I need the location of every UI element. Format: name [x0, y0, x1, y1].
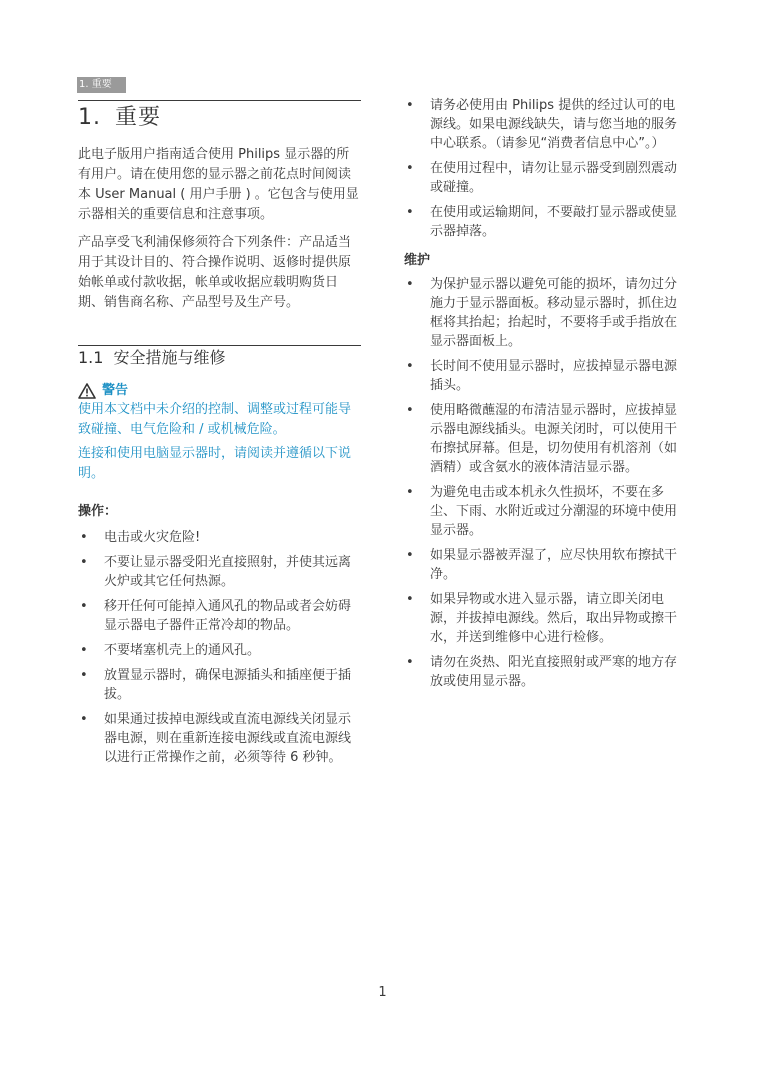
list-item: • 为保护显示器以避免可能的损坏，请勿过分施力于显示器面板。移动显示器时，抓住边框将其抬起；抬起时，不要将手或手指放在显示器面板上。: [406, 277, 678, 349]
list-item: • 请务必使用由 Philips 提供的经过认可的电源线。如果电源线缺失，请与您当地的服务中心联系。（请参见“消费者信息中心”。）: [406, 98, 678, 151]
bullet: •: [406, 592, 414, 607]
list-item: • 如果显示器被弄湿了，应尽快用软布擦拭干净。: [406, 548, 678, 582]
list-item: • 移开任何可能掉入通风孔的物品或者会妨碍显示器电子器件正常冷却的物品。: [80, 599, 352, 633]
operation-heading: 操作：: [78, 504, 118, 519]
list-item: • 如果异物或水进入显示器，请立即关闭电源，并拔掉电源线。然后，取出异物或擦干水，并送到维修中心进行检修。: [406, 592, 678, 645]
list-item: • 如果通过拔掉电源线或直流电源线关闭显示器电源，则在重新连接电源线或直流电源线以进行正常操作之前，必须等待 6 秒钟。: [80, 712, 352, 765]
intro-paragraph-2: 产品享受飞利浦保修须符合下列条件：产品适当用于其设计目的、符合操作说明、返修时提供原始帐单或付款收据，帐单或收据应载明购货日期、销售商名称、产品型号及生产号。: [78, 235, 352, 310]
section-number: 1.1: [78, 348, 104, 367]
chapter-tab: 1. 重要: [77, 77, 126, 93]
maintenance-heading: 维护: [404, 253, 431, 268]
chapter-number: 1.: [78, 105, 101, 130]
chapter-title-text: 重要: [115, 105, 162, 130]
list-item: • 电击或火灾危险!: [80, 530, 201, 545]
bullet: •: [80, 668, 88, 683]
bullet: •: [80, 599, 88, 614]
list-item: • 请勿在炎热、阳光直接照射或严寒的地方存放或使用显示器。: [406, 655, 678, 689]
intro-paragraph-1: 此电子版用户指南适合使用 Philips 显示器的所有用户。请在使用您的显示器之前花点时间阅读本 User Manual ( 用户手册 ) 。它包含与使用显示器相关的重要信息和注意事项。: [78, 147, 359, 222]
bullet: •: [406, 655, 414, 670]
right-column: [404, 96, 688, 697]
operation-list: [78, 528, 361, 767]
bullet: •: [406, 98, 414, 113]
list-item: • 为避免电击或本机永久性损坏，不要在多尘、下雨、水附近或过分潮湿的环境中使用显示器。: [406, 485, 678, 538]
chapter-title: [78, 101, 361, 131]
bullet: •: [406, 161, 414, 176]
list-item: • 不要让显示器受阳光直接照射，并使其远离火炉或其它任何热源。: [80, 555, 352, 589]
bullet: •: [80, 712, 88, 727]
section-title: [78, 346, 361, 368]
bullet: •: [80, 555, 88, 570]
list-item: • 使用略微蘸湿的布清洁显示器时，应拔掉显示器电源线插头。电源关闭时，可以使用干布擦拭屏幕。但是，切勿使用有机溶剂（如酒精）或含氨水的液体清洁显示器。: [406, 403, 678, 475]
warning-header: [78, 382, 361, 400]
bullet: •: [406, 359, 414, 374]
warning-text-1: 使用本文档中未介绍的控制、调整或过程可能导致碰撞、电气危险和 / 或机械危险。: [78, 402, 352, 437]
list-item: • 在使用或运输期间，不要敲打显示器或使显示器掉落。: [406, 205, 678, 239]
maintenance-list: [404, 275, 688, 691]
bullet: •: [406, 277, 414, 292]
warning-title: 警告: [102, 383, 129, 398]
list-item: • 长时间不使用显示器时，应拔掉显示器电源插头。: [406, 359, 678, 393]
left-column: [78, 100, 361, 773]
bullet: •: [406, 485, 414, 500]
warning-text-2: 连接和使用电脑显示器时，请阅读并遵循以下说明。: [78, 446, 352, 481]
bullet: •: [80, 643, 88, 658]
list-item: • 放置显示器时，确保电源插头和插座便于插拔。: [80, 668, 352, 702]
warning-icon: [78, 383, 96, 399]
page-number: 1: [378, 985, 387, 1000]
bullet: •: [406, 403, 414, 418]
bullet: •: [406, 548, 414, 563]
safety-list-continued: [404, 96, 688, 241]
list-item: • 不要堵塞机壳上的通风孔。: [80, 643, 261, 658]
list-item: • 在使用过程中，请勿让显示器受到剧烈震动或碰撞。: [406, 161, 678, 195]
bullet: •: [80, 530, 88, 545]
bullet: •: [406, 205, 414, 220]
section-title-text: 安全措施与维修: [113, 348, 226, 367]
